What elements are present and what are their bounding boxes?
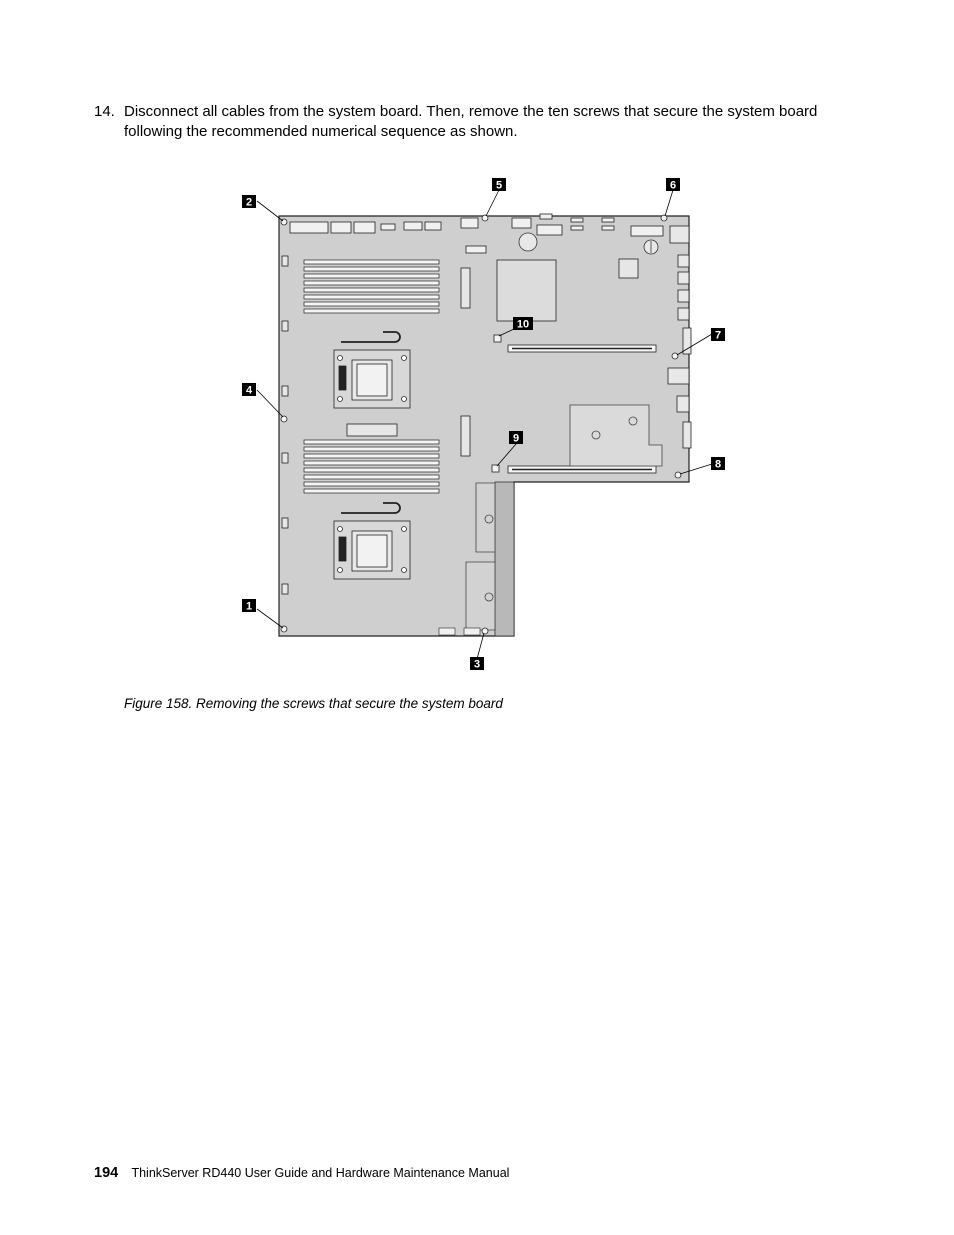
- page-footer: [94, 1165, 509, 1181]
- callout-5-text: 5: [495, 179, 503, 192]
- callout-7: [711, 328, 725, 342]
- step-text: Disconnect all cables from the system board. Then, remove the ten screws that secure the system board following the recommended numerical sequence as shown.: [124, 103, 818, 140]
- callout-3: [470, 657, 484, 671]
- callout-10-text: 10: [516, 318, 530, 331]
- step-number: 14.: [94, 103, 115, 120]
- callout-7-text: 7: [714, 329, 722, 342]
- callout-1: [242, 599, 256, 613]
- callout-1-text: 1: [245, 600, 253, 613]
- callout-9-text: 9: [512, 432, 520, 445]
- callout-8-text: 8: [714, 458, 722, 471]
- callout-6: [666, 178, 680, 192]
- callout-4: [242, 383, 256, 397]
- callout-2-text: 2: [245, 196, 253, 209]
- callout-6-text: 6: [669, 179, 677, 192]
- figure-caption: Figure 158. Removing the screws that secure the system board: [124, 696, 503, 711]
- callout-4-text: 4: [245, 384, 253, 397]
- page-number: 194: [94, 1165, 119, 1181]
- manual-title: ThinkServer RD440 User Guide and Hardware Maintenance Manual: [131, 1166, 510, 1180]
- callout-2: [242, 195, 256, 209]
- callout-5: [492, 178, 506, 192]
- callout-3-text: 3: [473, 658, 481, 671]
- callout-10: [513, 317, 533, 331]
- callout-8: [711, 457, 725, 471]
- callout-9: [509, 431, 523, 445]
